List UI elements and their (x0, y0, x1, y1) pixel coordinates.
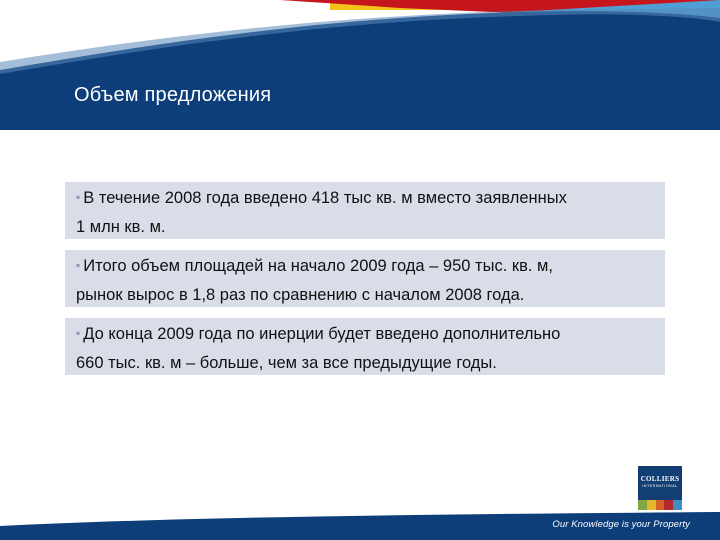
bullet-text-continuation: 1 млн кв. м. (76, 218, 166, 236)
logo-stripe (656, 500, 665, 510)
logo-mark (638, 466, 682, 500)
header-banner (0, 0, 720, 130)
bullet-marker-icon: ▪ (76, 190, 81, 204)
bullet-text: До конца 2009 года по инерции будет введено дополнительно (83, 325, 561, 343)
logo-stripe (664, 500, 673, 510)
bullet-text-continuation: 660 тыс. кв. м – больше, чем за все предыдущие годы. (76, 354, 497, 372)
bullet-marker-icon: ▪ (76, 258, 81, 272)
footer-tagline: Our Knowledge is your Property (552, 519, 690, 530)
bullet-text: В течение 2008 года введено 418 тыс кв. м вместо заявленных (83, 189, 567, 207)
logo-subtitle: INTERNATIONAL (642, 484, 678, 488)
logo-name: COLLIERS (640, 475, 680, 483)
bullet-item (65, 250, 665, 307)
bullet-item (65, 182, 665, 239)
logo-stripe (638, 500, 647, 510)
bullet-text-continuation: рынок вырос в 1,8 раз по сравнению с началом 2008 года. (76, 286, 525, 304)
logo-stripe (673, 500, 682, 510)
colliers-logo (638, 466, 682, 510)
bullet-line (76, 252, 655, 281)
logo-stripe (647, 500, 656, 510)
bullet-item (65, 318, 665, 375)
bullet-text: Итого объем площадей на начало 2009 года – 950 тыс. кв. м, (83, 257, 553, 275)
slide-title: Объем предложения (74, 84, 272, 106)
bullet-line (76, 320, 655, 349)
logo-color-stripes (638, 500, 682, 510)
bullet-line (76, 184, 655, 213)
bullet-marker-icon: ▪ (76, 326, 81, 340)
header-blue-swoosh (0, 11, 720, 130)
